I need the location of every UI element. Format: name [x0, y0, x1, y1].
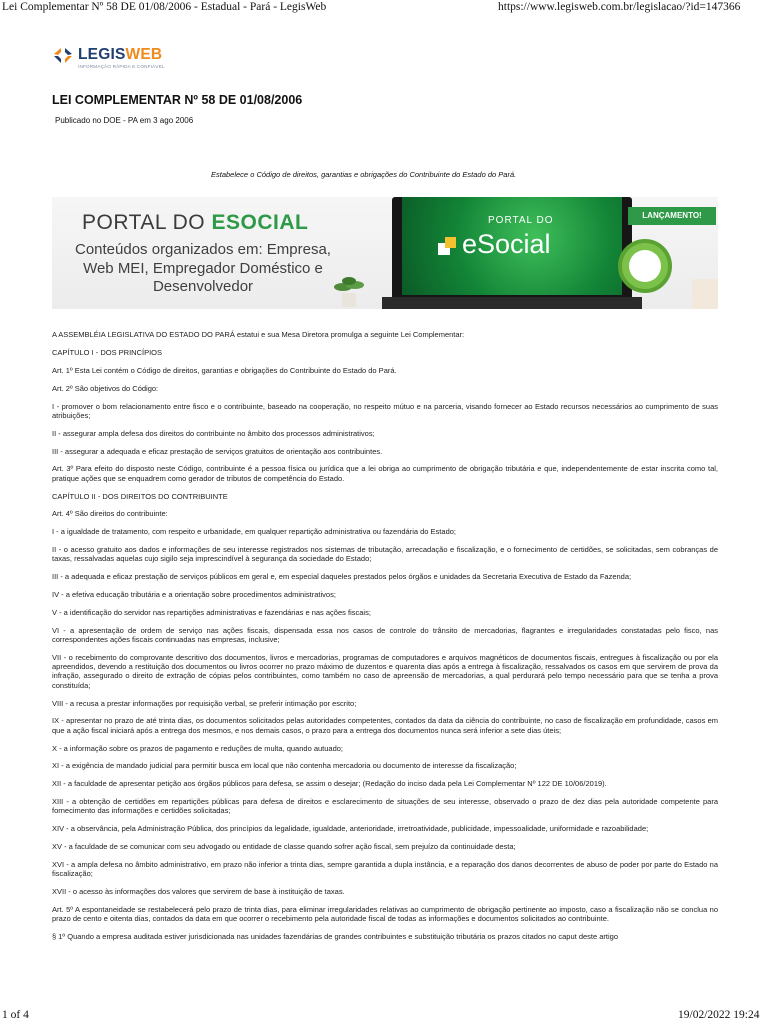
article-paragraph: X - a informação sobre os prazos de pagamento e reduções de multa, quando autuado; [52, 743, 344, 753]
laptop-illustration [392, 197, 632, 301]
screen-portal-label: PORTAL DO [488, 215, 554, 226]
print-footer-page: 1 of 4 [2, 1009, 29, 1021]
legisweb-logo[interactable] [52, 44, 182, 72]
article-paragraph: Art. 4º São direitos do contribuinte: [52, 509, 168, 519]
article-paragraph: XIV - a observância, pela Administração Pública, dos princípios da legalidade, igualdade, anterioridade, irretroatividade, publicidade, impessoalidade, uniformidade e razoabilidade; [52, 824, 649, 834]
article-paragraph: IV - a efetiva educação tributária e a orientação sobre procedimentos administrativos; [52, 590, 336, 600]
law-body [52, 330, 718, 950]
article-paragraph: I - a igualdade de tratamento, com respeito e urbanidade, em qualquer repartição administrativa ou fazendária do Estado; [52, 527, 456, 537]
article-paragraph: Art. 3º Para efeito do disposto neste Código, contribuinte é a pessoa física ou jurídica que a lei obriga ao cumprimento de obrigação tributária e que, independentemente de estar inscrita como tal, pratique ações que se enquadrem como gerador de tributos de competência do Estado. [52, 464, 718, 483]
lancamento-badge: LANÇAMENTO! [628, 207, 716, 225]
plant-icon [330, 273, 368, 307]
document-title: LEI COMPLEMENTAR Nº 58 DE 01/08/2006 [52, 93, 303, 107]
article-paragraph: XVII - o acesso às informações dos valores que servirem de base à instituição de taxas. [52, 887, 345, 897]
article-paragraph: Art. 1º Esta Lei contém o Código de direitos, garantias e obrigações do Contribuinte do Estado do Pará. [52, 365, 397, 375]
logo-tagline: INFORMAÇÃO RÁPIDA E CONFIÁVEL [78, 64, 165, 69]
logo-wordmark-part1: LEGIS [78, 46, 126, 63]
print-header-url: https://www.legisweb.com.br/legislacao/?id=147366 [498, 1, 741, 13]
legisweb-logo-icon [52, 46, 74, 68]
banner-title-part1: PORTAL DO [82, 211, 212, 234]
portal-esocial-banner[interactable] [52, 197, 718, 309]
print-header [0, 0, 768, 14]
laptop-keyboard [382, 297, 642, 309]
clock-face [629, 250, 661, 282]
document-published-info: Publicado no DOE - PA em 3 ago 2006 [55, 116, 194, 125]
screen-esocial-label: eSocial [462, 229, 551, 259]
alarm-clock-icon [618, 239, 672, 293]
mug-icon [692, 279, 718, 309]
article-paragraph: VI - a apresentação de ordem de serviço nas ações fiscais, dispensada essa nos casos de controle do trânsito de mercadorias, flagrantes e irregularidades constatadas pelo fisco, nas correspondentes ações fiscais continuadas nas empresas, inclusive; [52, 625, 718, 645]
article-paragraph: I - promover o bom relacionamento entre fisco e o contribuinte, baseado na cooperação, no respeito mútuo e na parceria, visando fornecer ao Estado recursos necessários ao cumprimento de suas atribuições; [52, 401, 718, 420]
print-header-title: Lei Complementar Nº 58 DE 01/08/2006 - Estadual - Pará - LegisWeb [2, 1, 327, 13]
esocial-logo-icon [438, 237, 456, 255]
print-footer-datetime: 19/02/2022 19:24 [678, 1009, 760, 1021]
article-paragraph: § 1º Quando a empresa auditada estiver jurisdicionada nas unidades fazendárias de grandes contribuintes e substituição tributária os prazos citados no caput deste artigo [52, 932, 619, 942]
article-paragraph: II - assegurar ampla defesa dos direitos do contribuinte no âmbito dos processos administrativos; [52, 428, 375, 438]
banner-title-highlight: ESOCIAL [211, 211, 309, 234]
article-paragraph: Art. 5º A espontaneidade se restabelecerá pelo prazo de trinta dias, para eliminar irregularidades relativas ao cumprimento de obrigação pertinente ao imposto, caso a fiscalização não se conclua no prazo de cento e oitenta dias, contados da data em que ocorrer o recebimento pela autoridade fiscal de todas as informações e documentos solicitados ao contribuinte. [52, 905, 718, 924]
article-paragraph: XIII - a obtenção de certidões em repartições públicas para defesa de direitos e esclarecimento de situações de seu interesse, observado o prazo de dez dias pela autoridade competente para fornecimento das informações e certidões solicitadas; [52, 797, 718, 816]
preamble: A ASSEMBLÉIA LEGISLATIVA DO ESTADO DO PARÁ estatui e sua Mesa Diretora promulga a seguinte Lei Complementar: [52, 330, 465, 339]
chapter-heading: CAPÍTULO II - DOS DIREITOS DO CONTRIBUINTE [52, 491, 228, 501]
banner-subtitle: Conteúdos organizados em: Empresa, Web MEI, Empregador Doméstico e Desenvolvedor [75, 241, 331, 295]
chapter-heading: CAPÍTULO I - DOS PRINCÍPIOS [52, 347, 163, 357]
article-paragraph: XV - a faculdade de se comunicar com seu advogado ou entidade de classe quando sofrer ação fiscal, sem prejuízo da continuidade desta; [52, 842, 516, 852]
article-paragraph: XVI - a ampla defesa no âmbito administrativo, em prazo não inferior a trinta dias, sempre garantida a dupla instância, e a reparação dos danos decorrentes de abuso de poder por parte do Estado na fiscalização; [52, 860, 718, 879]
article-paragraph: VII - o recebimento do comprovante descritivo dos documentos, livros e mercadorias, programas de computadores e arquivos magnéticos de documentos fiscais, entregues à fiscalização ou por ela apreendidos, devendo a restituição dos documentos ou livros ocorrer no prazo máximo de duzentos e quarenta dias após a entrega à fiscalização, ressalvados os casos em que servirem de prova da infração, assegurado o direito de extração de cópias pelos contribuintes, como também no caso de apreensão de mercadorias, a qual perdurará pelo tempo necessário para que se tenha a prova constituída; [52, 653, 718, 690]
article-paragraph: VIII - a recusa a prestar informações por requisição verbal, se preferir intimação por escrito; [52, 698, 357, 708]
article-paragraph: II - o acesso gratuito aos dados e informações de seu interesse registrados nos sistemas de tributação, arrecadação e fiscalização, e o fornecimento de certidões, se solicitadas, sem cobranças de taxas, ressalvadas aquelas cujo sigilo seja imprescindível à segurança da sociedade do Estado; [52, 545, 718, 564]
article-paragraph: XII - a faculdade de apresentar petição aos órgãos públicos para defesa, se assim o desejar; (Redação do inciso dada pela Lei Complementar Nº 122 DE 10/06/2019). [52, 779, 607, 789]
laptop-screen [402, 197, 622, 295]
article-paragraph: IX - apresentar no prazo de até trinta dias, os documentos solicitados pelas autoridades competentes, contados da data da ciência do contribuinte, no caso de fiscalização em profundidade, casos em que a ação fiscal iniciará após a entrega dos mesmos, e nos demais casos, o prazo para a entrega dos documentos nunca será inferior a sete dias úteis; [52, 716, 718, 735]
article-paragraph: III - assegurar a adequada e eficaz prestação de serviços gratuitos de orientação aos contribuintes. [52, 446, 383, 456]
document-ementa: Estabelece o Código de direitos, garantias e obrigações do Contribuinte do Estado do Pará. [211, 170, 517, 179]
article-paragraph: V - a identificação do servidor nas repartições administrativas e fazendárias e nas ações fiscais; [52, 608, 371, 618]
article-paragraph: Art. 2º São objetivos do Código: [52, 383, 159, 393]
logo-wordmark [78, 46, 162, 64]
article-paragraph: III - a adequada e eficaz prestação de serviços públicos em geral e, em especial daqueles prestados pelos órgãos e unidades da Secretaria Executiva de Estado da Fazenda; [52, 572, 632, 582]
banner-title [82, 211, 308, 235]
print-footer [0, 1008, 768, 1022]
logo-wordmark-part2: WEB [125, 46, 163, 63]
article-paragraph: XI - a exigência de mandado judicial para permitir busca em local que não contenha mercadoria ou documento de interesse da fiscalização; [52, 761, 517, 771]
